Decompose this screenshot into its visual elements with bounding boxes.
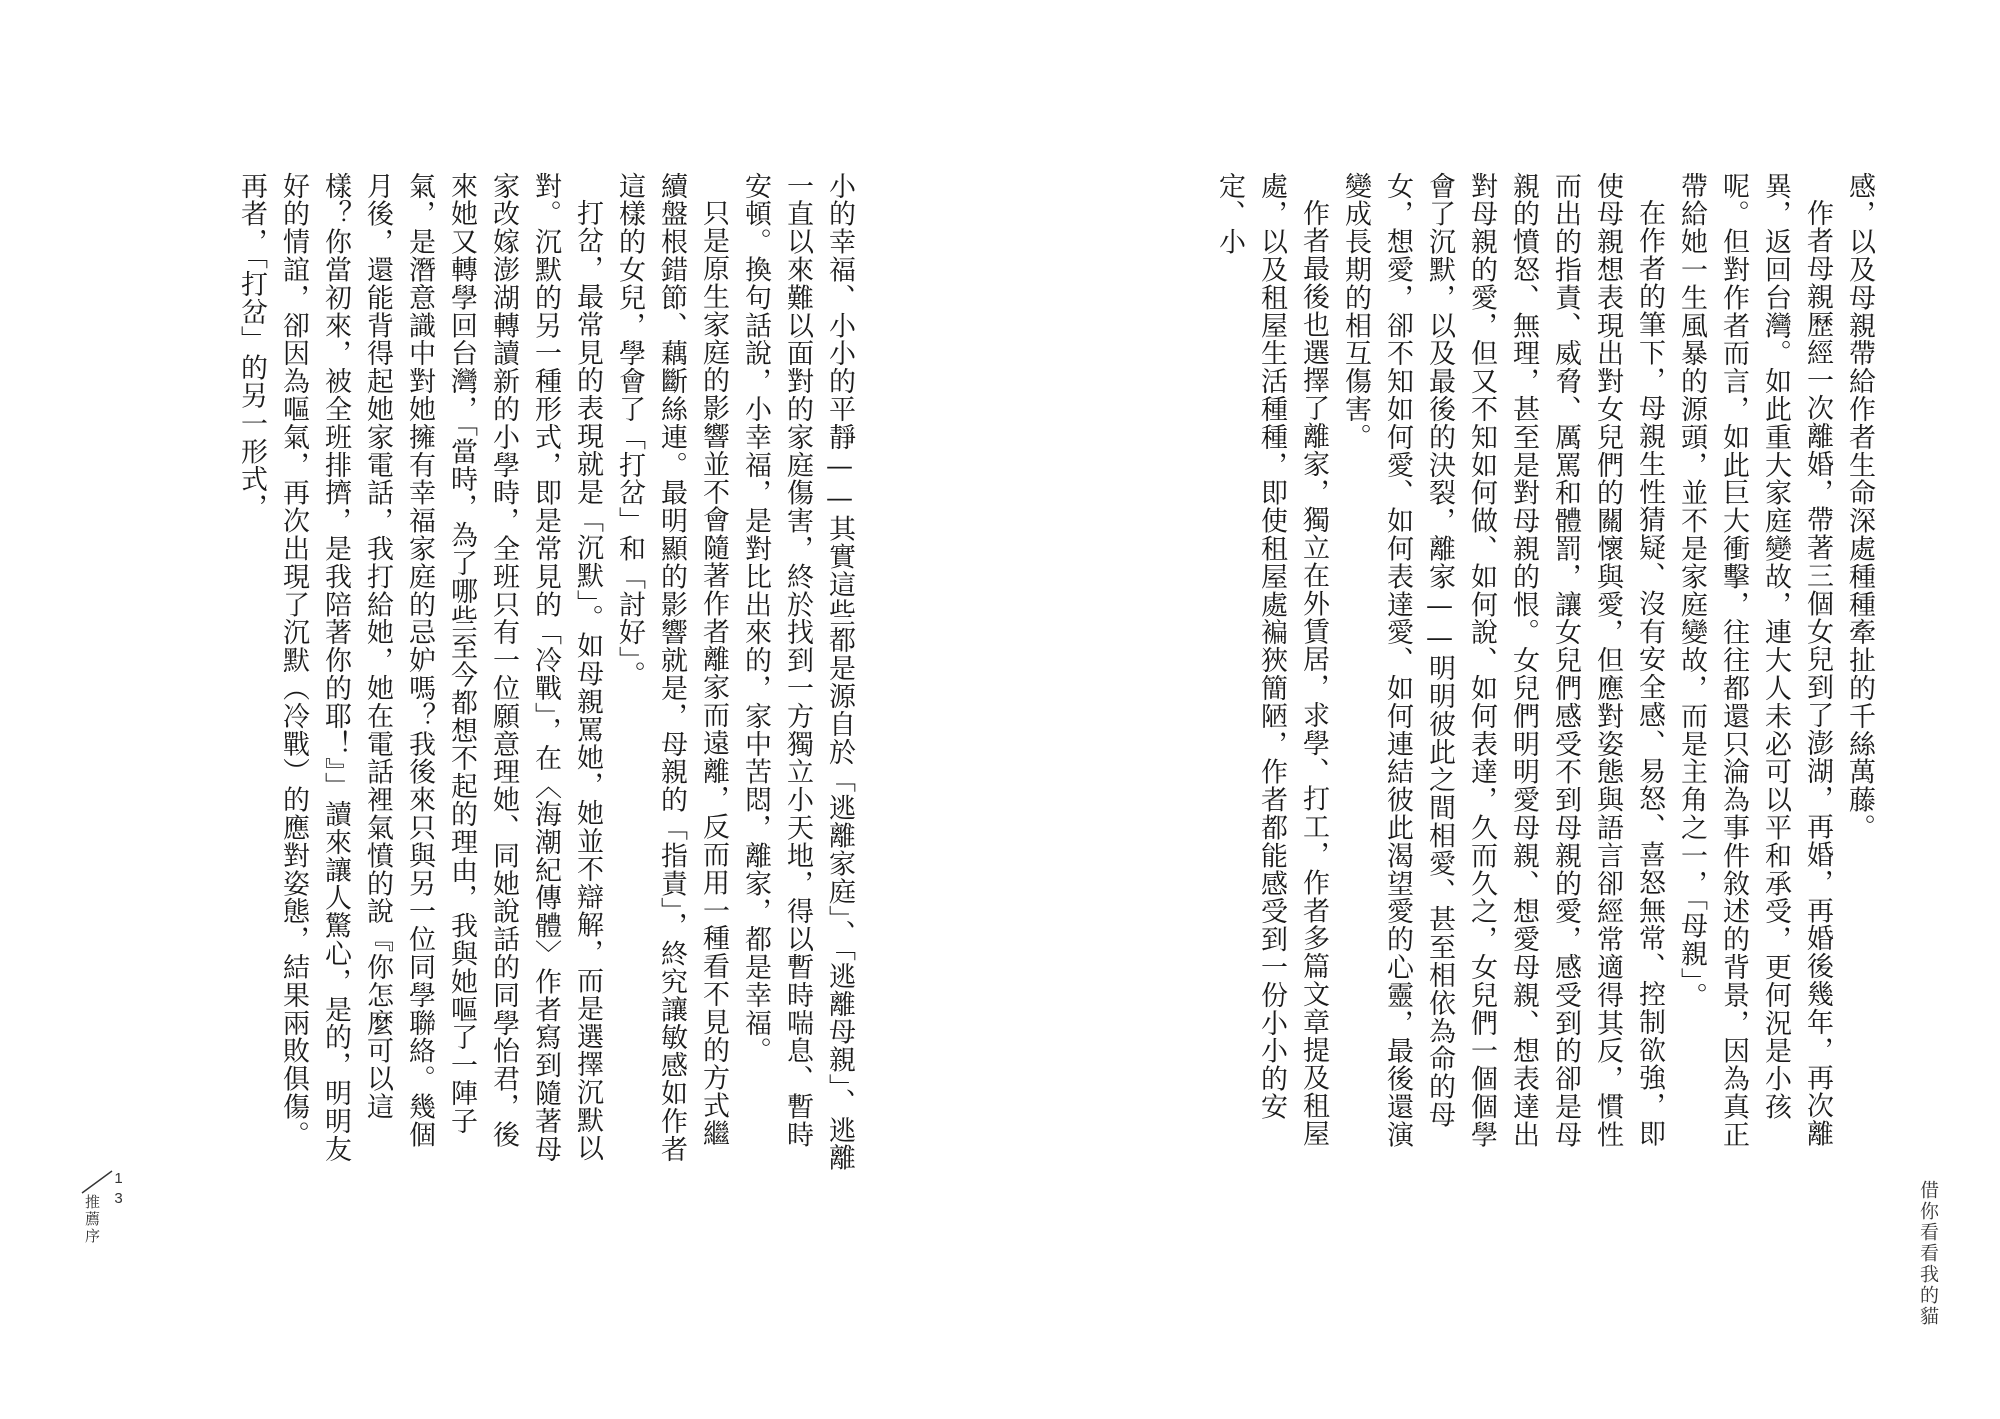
left-paragraph-2: 只是原生家庭的影響並不會隨著作者離家而遠離，反而用一種看不見的方式繼續盤根錯節、藕斷絲連。最明顯的影響就是，母親的「指責」，終究讓敏感如作者這樣的女兒，學會了「打岔」和「討好」。 [614,172,729,1163]
left-page-body [130,172,860,1172]
right-paragraph-3: 在作者的筆下，母親生性猜疑、沒有安全感、易怒、喜怒無常、控制欲強，即使母親想表現出對女兒們的關懷與愛，但應對姿態與語言卻經常適得其反，慣性而出的指責、威脅、厲罵和體罰，讓女兒們感受不到母親的愛，感受到的卻是母親的憤怒、無理，甚至是對母親的恨。女兒們明明愛母親、想愛母親、想表達出對母親的愛，但又不知如何做、如何說、如何表達，久而久之，女兒們一個個學會了沉默，以及最後的決裂，離家——明明彼此之間相愛、甚至相依為命的母女，想愛，卻不知如何愛、如何表達愛、如何連結彼此渴望愛的心靈，最後還演變成長期的相互傷害。 [1340,172,1665,1149]
right-paragraph-2: 作者母親歷經一次離婚，帶著三個女兒到了澎湖，再婚，再婚後幾年，再次離異，返回台灣。如此重大家庭變故，連大人未必可以平和承受，更何況是小孩呢。但對作者而言，如此巨大衝擊，往往都還只淪為事件敘述的背景，因為真正帶給她一生風暴的源頭，並不是家庭變故，而是主角之一，「母親」。 [1676,172,1833,1149]
left-paragraph-3: 打岔，最常見的表現就是「沉默」。如母親罵她，她並不辯解，而是選擇沉默以對。沉默的另一種形式，即是常見的「冷戰」，在〈海潮紀傳體〉作者寫到隨著母家改嫁澎湖轉讀新的小學時，全班只有一位願意理她、同她說話的同學怡君，後來她又轉學回台灣，「當時，為了哪些至今都想不起的理由，我與她嘔了一陣子氣，是潛意識中對她擁有幸福家庭的忌妒嗎？我後來只與另一位同學聯絡。幾個月後，還能背得起她家電話，我打給她，她在電話裡氣憤的說『你怎麼可以這樣？你當初來，被全班排擠，是我陪著你的耶！』」讀來讓人驚心，是的，明明友好的情誼，卻因為嘔氣，再次出現了沉默（冷戰）的應對姿態，結果兩敗俱傷。再者，「打岔」的另一形式， [236,172,603,1163]
left-paragraph-1: 小的幸福、小小的平靜——其實這些都是源自於「逃離家庭」、「逃離母親」、逃離一直以來難以面對的家庭傷害，終於找到一方獨立小天地，得以暫時喘息、暫時安頓。換句話說，小幸福，是對比出來的，家中苦悶，離家，都是幸福。 [740,172,855,1172]
section-label: 推薦序 [83,1194,101,1245]
right-paragraph-1: 感，以及母親帶給作者生命深處種種牽扯的千絲萬藤。 [1844,172,1875,842]
running-title: 借你看看我的貓 [1917,1180,1939,1327]
right-page-body [1140,172,1880,1172]
folio [78,1170,138,1270]
page-number: 13 [110,1170,127,1210]
folio-divider-slash [80,1170,114,1194]
right-paragraph-4: 作者最後也選擇了離家，獨立在外賃居，求學、打工，作者多篇文章提及租屋處，以及租屋生活種種，即使租屋處褊狹簡陋，作者都能感受到一份小小的安定、小 [1214,172,1329,1148]
